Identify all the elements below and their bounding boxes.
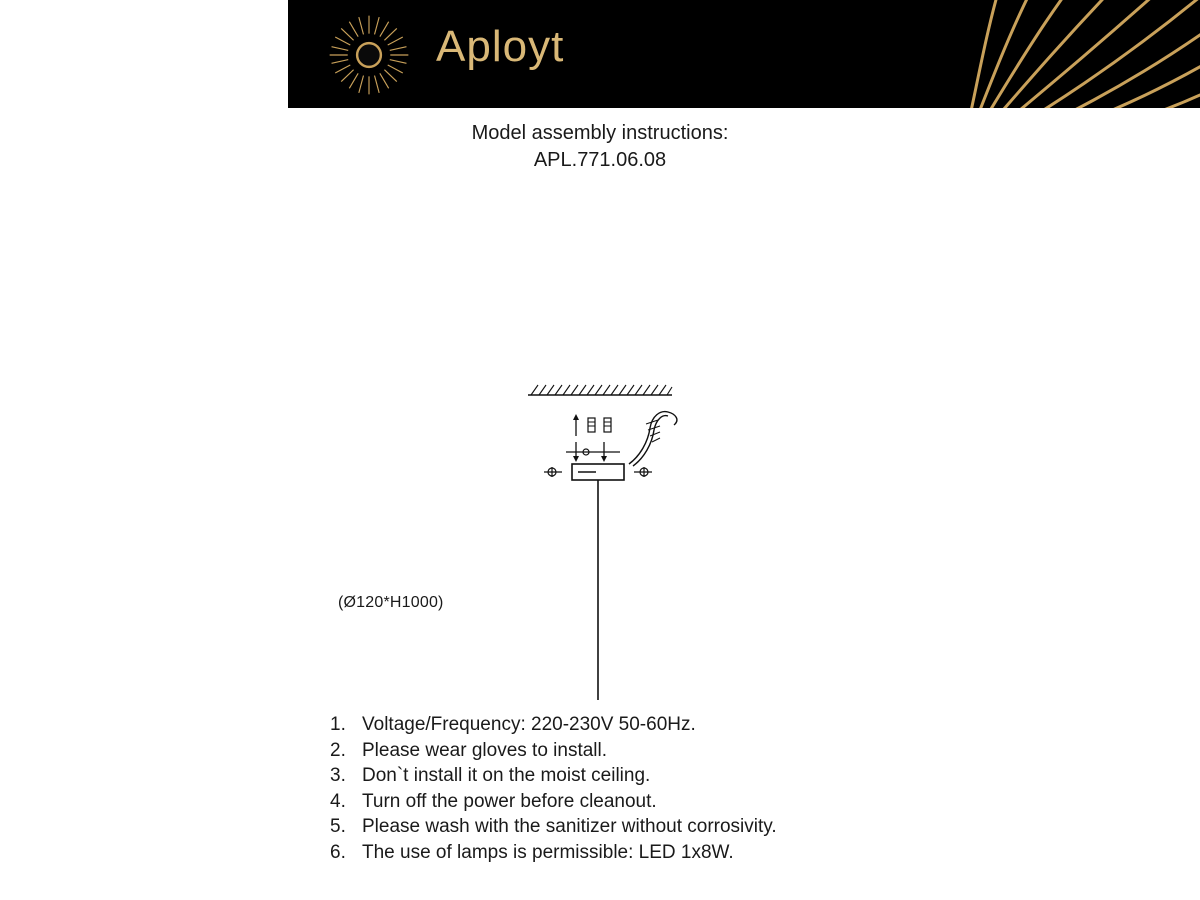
assembly-diagram [0, 180, 1200, 700]
list-item-text: Don`t install it on the moist ceiling. [362, 765, 651, 786]
list-item-number: 3. [330, 765, 346, 786]
instruction-list [330, 712, 1090, 865]
brand-name: Aployt [436, 22, 565, 71]
title-line-1: Model assembly instructions: [471, 122, 729, 144]
list-item [330, 738, 1090, 764]
list-item-number: 2. [330, 739, 346, 761]
list-item [330, 789, 1090, 815]
sunburst-circle-icon [328, 14, 410, 96]
list-item-text: Voltage/Frequency: 220-230V 50-60Hz. [362, 714, 696, 735]
list-item-text: Please wear gloves to install. [362, 739, 608, 761]
list-item-text: The use of lamps is permissible: LED 1x8W. [362, 841, 734, 863]
gold-rays-fan-icon [900, 0, 1200, 108]
list-item-number: 6. [330, 841, 346, 863]
dimension-label: (Ø120*H1000) [338, 594, 444, 611]
title-line-2: APL.771.06.08 [533, 149, 667, 171]
page-title [0, 120, 1200, 174]
ceiling-mount-bracket-icon [544, 414, 652, 480]
power-wire-icon [629, 412, 677, 466]
list-item [330, 814, 1090, 840]
header-banner [288, 0, 1200, 108]
list-item [330, 840, 1090, 866]
list-item [330, 712, 1090, 738]
list-item-text: Please wash with the sanitizer without corrosivity. [362, 816, 777, 837]
list-item [330, 763, 1090, 789]
hatched-ceiling-icon [528, 385, 672, 395]
list-item-text: Turn off the power before cleanout. [362, 790, 657, 812]
diagram-svg [0, 180, 1200, 700]
list-item-number: 5. [330, 816, 346, 837]
list-item-number: 4. [330, 790, 346, 812]
list-item-number: 1. [330, 714, 346, 735]
